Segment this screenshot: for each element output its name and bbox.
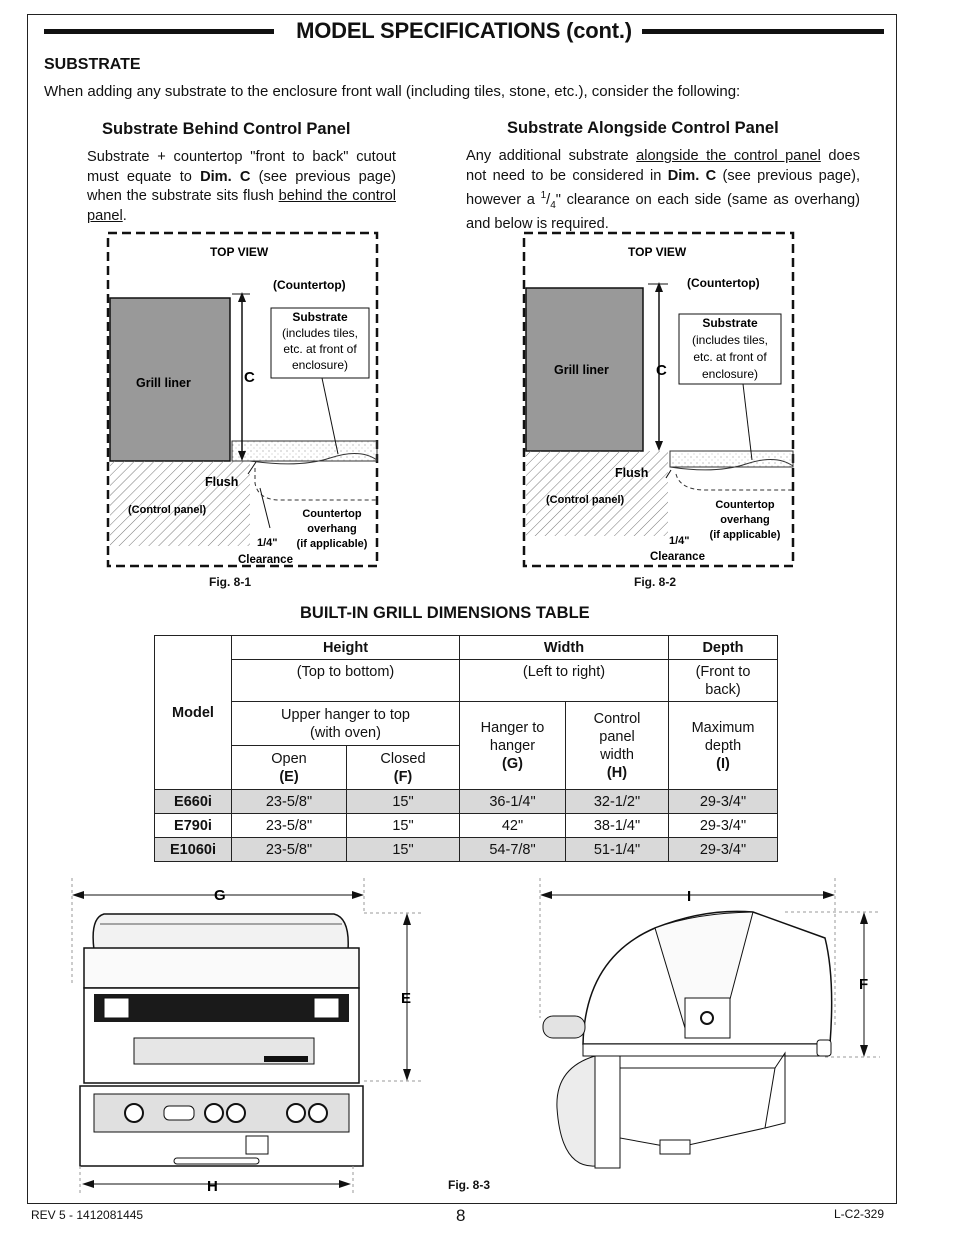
fig2-top-view: TOP VIEW [628,245,687,259]
figure-8-3-side [535,878,880,1178]
fig1-quarter: 1/4" [257,537,278,549]
intro-text: When adding any substrate to the enclosure front wall (including tiles, stone, etc.), consider the following: [44,83,741,100]
right-paragraph: Any additional substrate alongside the control panel does not need to be considered in Dim. C (see previous page), however a $^1/_4$" clearance on each side (same as overhang) and below is required. [466,148,860,233]
fig1-grill-liner: Grill liner [136,376,191,390]
figure-8-3-front [64,878,424,1196]
left-paragraph: Substrate + countertop "front to back" cutout must equate to Dim. C (see previous page) when the substrate sits flush behind the control panel. [87,149,396,224]
dim-h-label: H [207,1178,218,1195]
col-model: Model [155,636,232,790]
fig2-overhang2: overhang [720,514,770,526]
open-head: Open (E) [232,746,347,790]
col-width: Width [460,636,669,660]
depth-sub: (Front to back) [669,660,778,702]
control-panel-head: Control panel width (H) [566,702,669,790]
dimensions-table [154,635,778,862]
width-sub: (Left to right) [460,660,669,702]
fig2-substrate: Substrate [702,316,758,330]
dim-g-label: G [214,887,226,904]
fig1-countertop: (Countertop) [273,278,346,292]
fig2-substrate-note1: (includes tiles, [691,333,769,347]
fig1-c: C [244,369,255,386]
fig1-substrate-note1: (includes tiles, [281,326,359,340]
section-heading: SUBSTRATE [44,56,141,73]
footer-rev: REV 5 - 1412081445 [31,1208,144,1222]
table-row: E790i 23-5/8" 15" 42" 38-1/4" 29-3/4" [155,814,778,838]
fig2-countertop: (Countertop) [687,276,760,290]
hanger-head: Hanger to hanger (G) [460,702,566,790]
fig2-substrate-note3: enclosure) [701,367,759,381]
fig2-c: C [656,362,667,379]
col-height: Height [232,636,460,660]
right-heading: Substrate Alongside Control Panel [507,119,779,137]
fig2-overhang3: (if applicable) [709,529,781,541]
dim-e-label: E [401,990,412,1007]
fig1-substrate: Substrate [292,310,348,324]
fig1-caption: Fig. 8-1 [209,575,252,589]
fig2-clearance: Clearance [650,551,705,563]
page-title: MODEL SPECIFICATIONS (cont.) [286,18,642,43]
fig2-grill-liner: Grill liner [554,363,609,377]
fig1-top-view: TOP VIEW [210,245,269,259]
fig2-overhang1: Countertop [715,499,775,511]
fig3-caption: Fig. 8-3 [448,1178,491,1192]
col-depth: Depth [669,636,778,660]
fig1-overhang2: overhang [307,523,357,535]
height-sub: (Top to bottom) [232,660,460,702]
left-heading: Substrate Behind Control Panel [102,120,351,138]
footer-code: L-C2-329 [834,1207,885,1221]
fig1-substrate-note2: etc. at front of [283,342,357,356]
fig1-overhang1: Countertop [302,508,362,520]
figure-8-2 [516,228,806,573]
figure-8-1 [100,228,390,573]
upper-hanger-head: Upper hanger to top (with oven) [232,702,460,746]
fig2-quarter: 1/4" [669,535,690,547]
max-depth-head: Maximum depth (I) [669,702,778,790]
fig2-control-panel: (Control panel) [546,494,625,506]
dim-f-label: F [859,976,869,993]
table-title: BUILT-IN GRILL DIMENSIONS TABLE [300,604,590,622]
table-row: E1060i 23-5/8" 15" 54-7/8" 51-1/4" 29-3/4" [155,838,778,862]
fig1-clearance: Clearance [238,554,293,566]
fig2-substrate-note2: etc. at front of [693,350,767,364]
fig1-flush: Flush [205,475,239,489]
fig2-caption: Fig. 8-2 [634,575,677,589]
dim-i-label: I [687,888,692,905]
fig1-control-panel: (Control panel) [128,504,207,516]
fig1-overhang3: (if applicable) [296,538,368,550]
closed-head: Closed (F) [347,746,460,790]
fig1-substrate-note3: enclosure) [291,358,349,372]
table-row: E660i 23-5/8" 15" 36-1/4" 32-1/2" 29-3/4" [155,790,778,814]
fig2-flush: Flush [615,466,649,480]
title-bar [44,18,884,46]
page-number: 8 [456,1206,466,1225]
